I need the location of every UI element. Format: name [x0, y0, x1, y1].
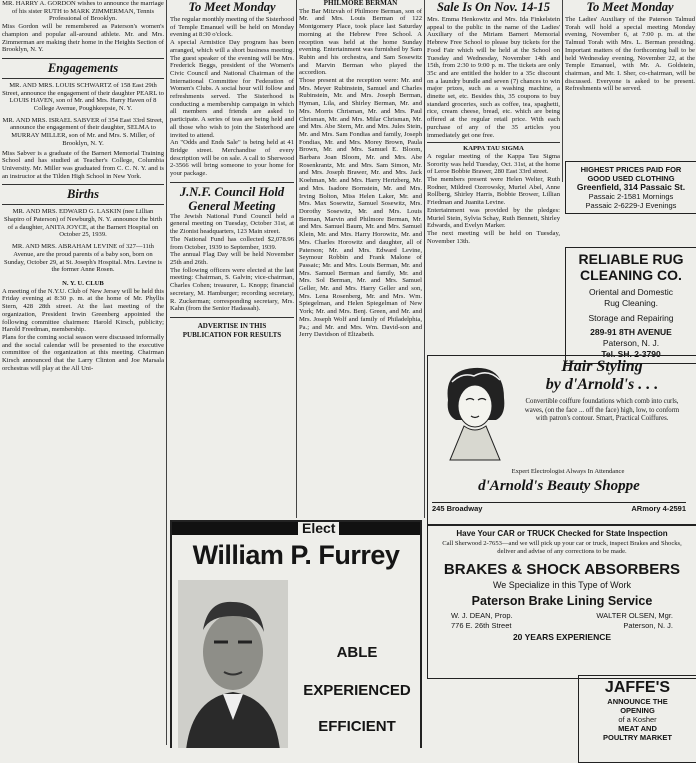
ad-line: ANNOUNCE THE [607, 697, 668, 706]
ad-line: Have Your CAR or TRUCK Checked for State Inspection [456, 529, 668, 538]
ad-line: Passaic 2-1581 Mornings [588, 192, 674, 201]
column-rule [166, 0, 167, 745]
headline-to-meet-monday-2: To Meet Monday [586, 0, 674, 14]
brake-ad [427, 525, 696, 679]
ad-line: ABLE [336, 644, 378, 661]
ad-owners [431, 611, 693, 633]
column-meetings [170, 0, 294, 518]
paragraph: A meeting of the N.Y.U. Club of New Jersey will be held this Friday evening at 8:30 p. m. at the home of Mr. Phyllis Stern, 428 28th street. At the last meeting of the organization, President Irwin Greenberg appointed the following committee chairmen: Harold Kirsch, publicity; Harold Freedman, membership. [2, 287, 164, 334]
elect-label: Elect [298, 520, 339, 536]
jaffe-ad [578, 675, 696, 763]
ad-line: W. J. DEAN, Prop. [451, 611, 513, 621]
ad-body: Call Sherwood 2-7653—and we will pick up your car or truck, inspect Brakes and Shocks, deliver and advise of any corrections to be made. [442, 540, 682, 555]
ad-line: 289-91 8TH AVENUE [590, 327, 672, 337]
clothing-ad [565, 161, 696, 214]
bar-mitzvah-heading: PHILMORE BERMAN [323, 0, 398, 7]
births-heading: Births [2, 184, 164, 205]
paragraph: Entertainment was provided by the pledges: Muriel Stein, Sylvia Schay, Ruth Bennett, Shirley Edwards, and Evelyn Marker. [427, 206, 560, 230]
headline-line: General Meeting [188, 198, 276, 213]
column-rule [424, 0, 425, 518]
ad-footer [432, 502, 686, 513]
ad-title: Hair Styling [561, 358, 643, 375]
births-list [2, 208, 164, 274]
ad-banner [172, 522, 420, 535]
column-rule [296, 0, 297, 518]
ad-address: 245 Broadway [432, 504, 483, 513]
paragraph: The annual Flag Day will be held November 25th and 26th. [170, 251, 294, 266]
paragraph: The Ladies' Auxiliary of the Paterson Talmud Torah will hold a special meeting Monday evening, November 6, at 7:00 p. m. at the Talmud Torah with Mrs. L. Berman presiding. Important matters of the forthcoming ball to be held Wednesday evening, November 22, at the Temple Emanuel, with Mr. A. Goldstein, chairman, and Mr. I. Sher, co-chairman, will be discussed. Everyone is asked to be present. Refreshments will be served. [565, 16, 695, 93]
ad-title: RELIABLE RUG [578, 251, 684, 267]
ad-title: Paterson Brake Lining Service [471, 594, 653, 609]
ad-line: 20 YEARS EXPERIENCE [512, 632, 612, 643]
food-fair-article [427, 16, 560, 139]
ad-line: WALTER OLSEN, Mgr. [596, 611, 673, 621]
paragraph: The next meeting will be held on Tuesday, November 13th. [427, 229, 560, 245]
ad-title: by d'Arnold's . . . [545, 376, 659, 393]
paragraph: The National Fund has collected $2,078.96 from October, 1939 to September, 1939. [170, 235, 294, 251]
engagements-list [2, 82, 164, 180]
ad-line: MEAT AND [618, 724, 657, 733]
paragraph: A special Armistice Day program has been arranged, which will a short business meeting. The guest speaker of the evening will be Mrs. Frederick Beggs, president of the Women's Civic Council and National Chairman of the International Committee for Federation of Women's Clubs. A social hour will follow and refreshments served. The Sisterhood is conducting a membership campaign in which all members and friends are asked to participate. A series of teas are being held and all those who wish to join the Sisterhood are invited to attend. [170, 39, 294, 139]
ad-line: 776 E. 26th Street [451, 621, 512, 631]
headline-sale: Sale Is On Nov. 14-15 [436, 0, 551, 14]
ad-phone: ARmory 4-2591 [631, 504, 686, 513]
kappa-article [427, 153, 560, 245]
paragraph: Those present at the reception were: Mr. and Mrs. Meyer Rubinstein, Samuel and Charles Rubinstein, Mr. and Mrs. Joseph Berman, Hyman, Lila, and Shirley Berman, Mr. and Mrs. Morris Chrisman, Mr. and Mrs. Paul Chrisman, Mr. and Mrs. Milar Chrisman, Mr. and Mrs. Abe Stern, Mr. and Mrs. Jules Stein, Mr. and Mrs. Sam Fondias and family, Joseph Fondias, Mr. and Mrs. Morey Brown, Paula Brown, Mr. and Mrs. Samuel E. Bloom, Barbara Joan Bloom, Mr. and Mrs. Abe Rosenkrantz, Mr. and Mrs. Sam Simon, Mr. and Mrs. Joseph Brawer, Mr. and Mrs. Jack Koehman, Mr. and Mrs. Harry Hertzberg, Mr. and Mrs. Isadore Bornstein, Mr. and Mrs. Irving Bolton, Miss Helen Laker, Mr. and Mrs. Max Sosewitz, Samuel Sosewitz, Mrs. Dorothy Sosewitz, Mr. and Mrs. Louis Berman, Marvin and Philmore Berman, Mr. and Mrs. Samuel Baum, Mr. and Mrs. Samuel Klein, Mr. and Mrs. Harry Horowitz, Mr. and Mrs. Charles Horowitz and daughter, all of Paterson; Mr. and Mrs. Edward Levine, Seymour Robbin and Frank Malone of Passaic; Mr. and Mrs. Louis Berman, Mr. and Mrs. Samuel Berman and family, Mr. and Mrs. Sol Berman, Mr. and Mrs. Samuel Geller, Mr. and Mrs. Harry Geller and son, Mrs. Lena Rosenberg, Mr. and Mrs. Wm. Spiegelman, and Helen Spiegelman of New York; Mr. and Mrs. Benj. Green, and Mr. and Mrs. Joseph Wolf and family of Philadelphia, Pa.; and Mr. and Mrs. Wm. David-son and Jerry Davidson of Elizabeth. [299, 77, 422, 339]
paragraph: Miss Gordon will be remembered as Paterson's women's champion and popular all-around athlete. Mr. and Mrs. Zimmerman are making their home in the Heights Section of Brooklyn, N. Y. [2, 23, 164, 54]
kappa-heading: KAPPA TAU SIGMA [427, 142, 560, 153]
paragraph: The Jewish National Fund Council held a general meeting on Tuesday, October 31st, at the Zionist headquarters, 123 Main street. [170, 212, 294, 236]
ad-line: Greenfield, 314 Passaic St. [576, 182, 686, 192]
candidate-photo [178, 580, 288, 748]
paragraph: Mrs. Emma Henkowitz and Mrs. Ida Finkelstein appeal to the public in the name of the Ladies' Auxiliary of the Miriam Barnert Memorial Hebrew Free School to please buy tickets for the Food Fair which will be held at the School on Tuesday and Wednesday, November 14th and 15th, from 2:30 to 9:00 p. m. The tickets are only 35c and are entitled the holder to a 35c discount on a laundry bundle and seven (7) chances to win major prizes, such as a washing machine, a dinette set, etc. Besides this, 35 coupons to buy standard groceries, such as coffee, tea, spaghetti, rice, cream cheese, bread, etc. which are being offered at the regular retail price. With each purchase of any of the 35 articles you immediately get one free. [427, 16, 560, 139]
ad-line: OPENING [620, 706, 655, 715]
ad-line: POULTRY MARKET [602, 733, 673, 742]
ad-line: Storage and Repairing [588, 313, 674, 323]
engagement-item: MR. AND MRS. ISRAEL SABVER of 354 East 33rd Street, announce the engagement of their daughter, SELMA to MURRAY MILLER, son of Mr. and Mrs. S. Miller, of Brooklyn, N. Y. [2, 116, 164, 147]
paragraph: The Bar Mitzvah of Philmore Berman, son of Mr. and Mrs. Louis Berman of 122 Montgomery Place, took place last Saturday morning at the Hebrew Free School. A reception was held at the home Sunday evening. Entertainment was furnished by Sam Rubin and his orchestra, and Sam Sosewitz and Marvin Berman who played the accordion. [299, 7, 422, 77]
ad-line: Tel. SH. 2-3790 [601, 349, 661, 359]
engagements-heading: Engagements [2, 58, 164, 79]
ad-line: HIGHEST PRICES PAID FOR [580, 165, 682, 174]
ad-line: EFFICIENT [318, 718, 396, 735]
ad-line: Paterson, N. J. [602, 338, 660, 348]
paragraph: An "Odds and Ends Sale" is being held at 41 Bridge street. Merchandise of every description will be on sale. A call to Sherwood 2-3566 will bring someone to your home for your package. [170, 139, 294, 178]
birth-item: MR. AND MRS. EDWARD G. LASKIN (nee Lillian Shapiro of Paterson) of Newburgh, N. Y. announce the birth of a daughter, ANITA JOYCE, at the Barnert Hospital on October 25, 1939. [3, 208, 163, 239]
column-bar-mitzvah [299, 0, 422, 518]
engagement-item: MR. AND MRS. LOUIS SCHWARTZ of 158 East 29th Street, announce the engagement of their daughter PEARL to LOUIS HAVEN, son of Mr. and Mrs. Harry Haven of 8 College Avenue, Poughkeepsie, N. Y. [2, 81, 164, 113]
paragraph: A regular meeting of the Kappa Tau Sigma Sorority was held Tuesday, Oct. 31st, at the home of Leroe Bobbie Brawer, 280 East 33rd street. [427, 152, 560, 176]
sisterhood-article [170, 16, 294, 178]
rug-cleaning-ad [565, 247, 696, 364]
advertise-box: ADVERTISE IN THIS PUBLICATION FOR RESULTS [170, 317, 294, 344]
ad-title: CLEANING CO. [580, 267, 682, 283]
ad-line: Paterson, N. J. [623, 621, 673, 631]
ad-body: Convertible coiffure foundations which comb into curls, waves, (on the face ... off the face) high, low, to conform with patron's contour. Smart, Practical Coiffures. [524, 398, 680, 422]
paragraph: The following officers were elected at the last meeting: Chairman, S. Galvin; vice-chairman, Charles Cohen; treasurer, L. Knopp; financial secretary, M. Hamburger; recording secretary, R. Zuckerman; corresponding secretary, Mrs. Kahn (from the Senior Hadassah). [170, 266, 294, 313]
ad-line: Rug Cleaning. [604, 298, 658, 308]
paragraph: The regular monthly meeting of the Sisterhood of Temple Emanuel will be held on Monday evening at 8:30 o'clock. [170, 16, 294, 39]
ad-title: BRAKES & SHOCK ABSORBERS [443, 561, 681, 579]
ad-line: of a Kosher [618, 715, 657, 724]
woman-portrait-illustration [434, 360, 516, 465]
jnf-article [170, 213, 294, 313]
ad-line: Oriental and Domestic [588, 287, 674, 297]
paragraph: Plans for the coming social season were discussed informally and the social calendar will be presented to the executive committee of the organization at this meeting. Chairman Kirsch announced that the Larry Clinton and Joe Marsala orchestras will play at the All Uni- [2, 333, 164, 372]
engagement-item: Miss Sabver is a graduate of the Barnert Memorial Training School and has studied at Teacher's College, Columbia University. Mr. Miller was graduated from C. C. N. Y. and is an instructor at the Tilden High School in New York. [2, 149, 164, 180]
birth-item: MR. AND MRS. ABRAHAM LEVINE of 327—11th Avenue, are the proud parents of a baby son, born on Sunday, October 29, at St. Joseph's Hospital. Mrs. Levine is the former Anne Rosen. [4, 243, 162, 274]
ad-line: EXPERIENCED [303, 682, 411, 699]
ad-line: GOOD USED CLOTHING [587, 174, 675, 183]
column-rule [562, 0, 563, 182]
column-society [2, 0, 164, 745]
ad-line: Expert Electrologist Always In Attendance [511, 468, 625, 475]
hair-styling-ad [427, 355, 696, 525]
paragraph: The members present were Helen Welter, Ruth Rodner, Mildred Ozerowsky, Muriel Abel, Anne Rollberg, Shirley Harris, Bobbie Brower, Lillian Friedman and Juanita Levine. [427, 176, 560, 207]
ad-line: Passaic 2-6229-J Evenings [585, 201, 677, 210]
ad-title: JAFFE'S [604, 679, 671, 696]
marriage-announcement [2, 0, 164, 54]
headline-line: J.N.F. Council Hold [179, 184, 285, 199]
headline-to-meet-monday: To Meet Monday [188, 0, 276, 14]
election-ad [170, 520, 422, 748]
club-heading: N. Y. U. CLUB [62, 279, 104, 287]
ad-title: d'Arnold's Beauty Shoppe [478, 478, 640, 494]
ad-line: We Specialize in this Type of Work [492, 580, 632, 591]
club-article [2, 288, 164, 373]
jnf-headline [170, 182, 294, 213]
candidate-name: William P. Furrey [192, 540, 400, 570]
bar-mitzvah-article [299, 8, 422, 339]
paragraph: MR. HARRY A. GORDON wishes to announce the marriage of his sister RUTH to MARK ZIMMERMAN, Tennis Professional of Brooklyn. [2, 0, 164, 23]
auxiliary-article [565, 16, 695, 93]
